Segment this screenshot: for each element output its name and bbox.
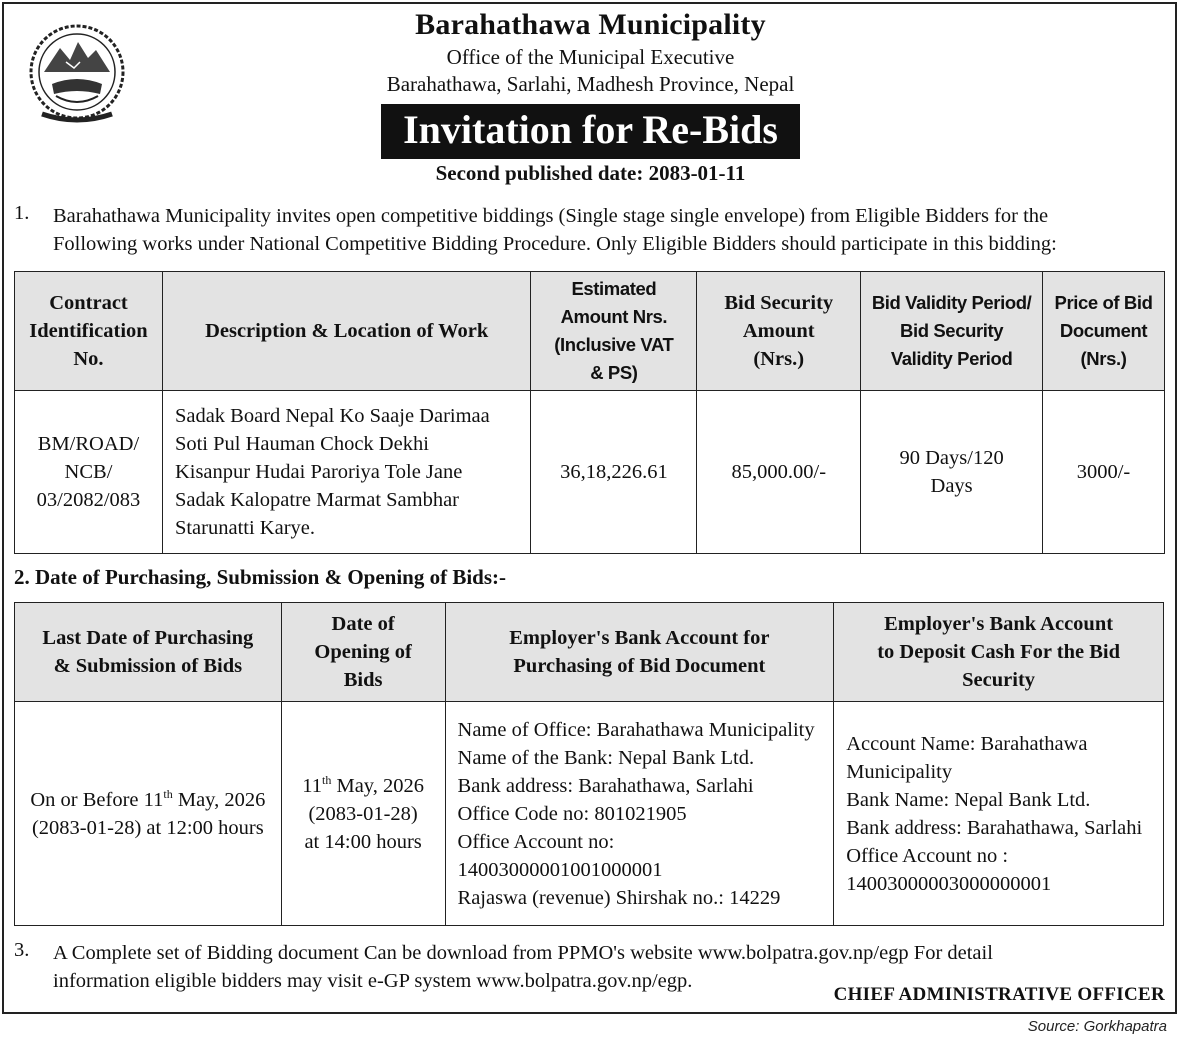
- municipality-name: Barahathawa Municipality: [415, 8, 766, 41]
- cell-estimated-amount: 36,18,226.61: [531, 391, 697, 554]
- cell-last-date: On or Before 11th May, 2026 (2083-01-28) at 12:00 hours: [15, 702, 282, 926]
- intro-line-1: Barahathawa Municipality invites open competitive biddings (Single stage single envelope) from Eligible Bidders for the: [53, 205, 1049, 227]
- cell-description: Sadak Board Nepal Ko Saaje Darimaa Soti Pul Hauman Chock Dekhi Kisanpur Hudai Paroriya Tole Jane Sadak Kalopatre Marmat Sambhar Starunatti Karye.: [162, 391, 530, 554]
- cell-deposit-account: Account Name: Barahathawa Municipality Bank Name: Nepal Bank Ltd. Bank address: Barahathawa, Sarlahi Office Account no : 14003000003000000001: [834, 702, 1164, 926]
- header-contract-id: Contract Identification No.: [15, 272, 163, 391]
- item-3-line-1: A Complete set of Bidding document Can be download from PPMO's website www.bolpatra.gov.np/egp For detail: [53, 942, 993, 964]
- table-row: [15, 702, 1164, 926]
- works-table: [14, 271, 1165, 554]
- office-address: Barahathawa, Sarlahi, Madhesh Province, Nepal: [386, 72, 795, 96]
- header-bid-security: Bid Security Amount (Nrs.): [697, 272, 861, 391]
- item-number: 1.: [14, 202, 30, 224]
- header-description: Description & Location of Work: [162, 272, 530, 391]
- works-table-header: [15, 272, 1165, 391]
- header-validity-period: Bid Validity Period/ Bid Security Validity Period: [861, 272, 1043, 391]
- table-row: [15, 391, 1165, 554]
- dates-table: [14, 602, 1164, 926]
- intro-line-2: Following works under National Competitive Bidding Procedure. Only Eligible Bidders should participate in this bidding:: [53, 233, 1057, 255]
- header-price: Price of Bid Document (Nrs.): [1043, 272, 1165, 391]
- published-date: Second published date: 2083-01-11: [435, 161, 746, 185]
- cell-contract-id: BM/ROAD/ NCB/ 03/2082/083: [15, 391, 163, 554]
- header-deposit-account: Employer's Bank Account to Deposit Cash For the Bid Security: [834, 603, 1164, 702]
- header-last-date: Last Date of Purchasing & Submission of Bids: [15, 603, 282, 702]
- cell-validity-period: 90 Days/120 Days: [861, 391, 1043, 554]
- source-credit: Source: Gorkhapatra: [1027, 1018, 1167, 1035]
- cell-price: 3000/-: [1043, 391, 1165, 554]
- header-purchase-account: Employer's Bank Account for Purchasing of Bid Document: [445, 603, 834, 702]
- cell-opening-date: 11th May, 2026 (2083-01-28) at 14:00 hours: [281, 702, 445, 926]
- header-opening-date: Date of Opening of Bids: [281, 603, 445, 702]
- notice-banner-title: Invitation for Re-Bids: [381, 104, 800, 159]
- signature-title: CHIEF ADMINISTRATIVE OFFICER: [833, 984, 1165, 1005]
- cell-purchase-account: Name of Office: Barahathawa Municipality Name of the Bank: Nepal Bank Ltd. Bank address: Barahathawa, Sarlahi Office Code no: 801021905 Office Account no: 14003000001001000001 Rajaswa (revenue) Shirshak no.: 14229: [445, 702, 834, 926]
- section-2-title: 2. Date of Purchasing, Submission & Opening of Bids:-: [14, 565, 507, 589]
- item-number: 3.: [14, 939, 30, 961]
- office-name: Office of the Municipal Executive: [446, 45, 735, 69]
- dates-table-header: [15, 603, 1164, 702]
- header-estimated-amount: Estimated Amount Nrs. (Inclusive VAT & PS): [531, 272, 697, 391]
- item-3-line-2: information eligible bidders may visit e-GP system www.bolpatra.gov.np/egp.: [53, 970, 693, 992]
- cell-bid-security: 85,000.00/-: [697, 391, 861, 554]
